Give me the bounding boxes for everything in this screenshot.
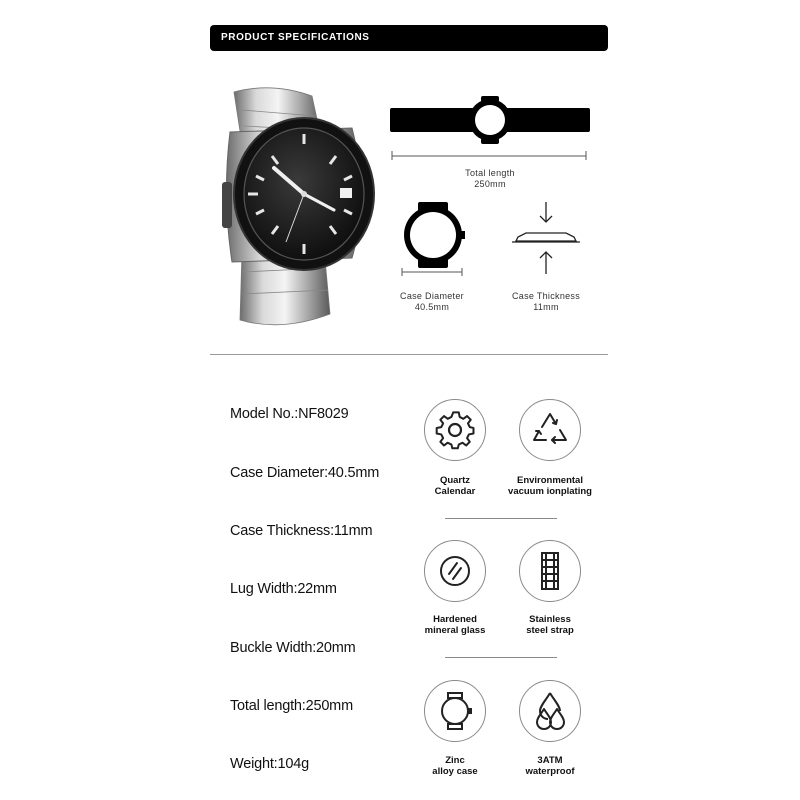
total-length-label: Total length xyxy=(465,168,515,178)
water-drops-icon xyxy=(520,681,580,741)
spec-case-thickness: Case Thickness:11mm xyxy=(230,523,373,539)
glass-icon xyxy=(425,541,485,601)
case-thickness-diagram xyxy=(508,200,584,276)
case-thickness-label: Case Thickness xyxy=(511,291,581,301)
watch-photo xyxy=(212,82,382,330)
feature-label-case: Zinc alloy case xyxy=(432,755,478,777)
recycle-icon xyxy=(520,400,580,460)
section-banner xyxy=(210,25,608,51)
feature-steel-strap xyxy=(519,540,581,602)
feature-label-ionplating: Environmental vacuum ionplating xyxy=(508,475,592,497)
total-length-caption xyxy=(430,168,550,190)
case-icon xyxy=(425,681,485,741)
feature-quartz-calendar xyxy=(424,399,486,461)
feature-label-glass: Hardened mineral glass xyxy=(424,614,486,636)
feature-divider xyxy=(445,657,557,658)
feature-waterproof xyxy=(519,680,581,742)
feature-label-strap: Stainless steel strap xyxy=(526,614,574,636)
total-length-diagram xyxy=(388,94,592,160)
feature-label-quartz: Quartz Calendar xyxy=(434,475,476,497)
spec-buckle-width: Buckle Width:20mm xyxy=(230,640,356,656)
case-diameter-caption xyxy=(372,291,492,313)
case-diameter-label: Case Diameter xyxy=(400,291,464,301)
banner-title: PRODUCT SPECIFICATIONS xyxy=(221,32,370,43)
case-diameter-value: 40.5mm xyxy=(414,302,450,312)
feature-label-waterproof: 3ATM waterproof xyxy=(525,755,575,777)
feature-zinc-alloy-case xyxy=(424,680,486,742)
spec-model-no: Model No.:NF8029 xyxy=(230,406,349,422)
gear-icon xyxy=(425,400,485,460)
spec-weight: Weight:104g xyxy=(230,756,309,772)
feature-vacuum-ionplating xyxy=(519,399,581,461)
feature-divider xyxy=(445,518,557,519)
case-thickness-value: 11mm xyxy=(533,302,559,312)
spec-case-diameter: Case Diameter:40.5mm xyxy=(230,465,380,481)
section-divider xyxy=(210,354,608,355)
spec-total-length: Total length:250mm xyxy=(230,698,353,714)
strap-icon xyxy=(520,541,580,601)
case-thickness-caption xyxy=(486,291,606,313)
feature-mineral-glass xyxy=(424,540,486,602)
spec-lug-width: Lug Width:22mm xyxy=(230,581,337,597)
total-length-value: 250mm xyxy=(474,179,506,189)
case-diameter-diagram xyxy=(398,200,468,276)
